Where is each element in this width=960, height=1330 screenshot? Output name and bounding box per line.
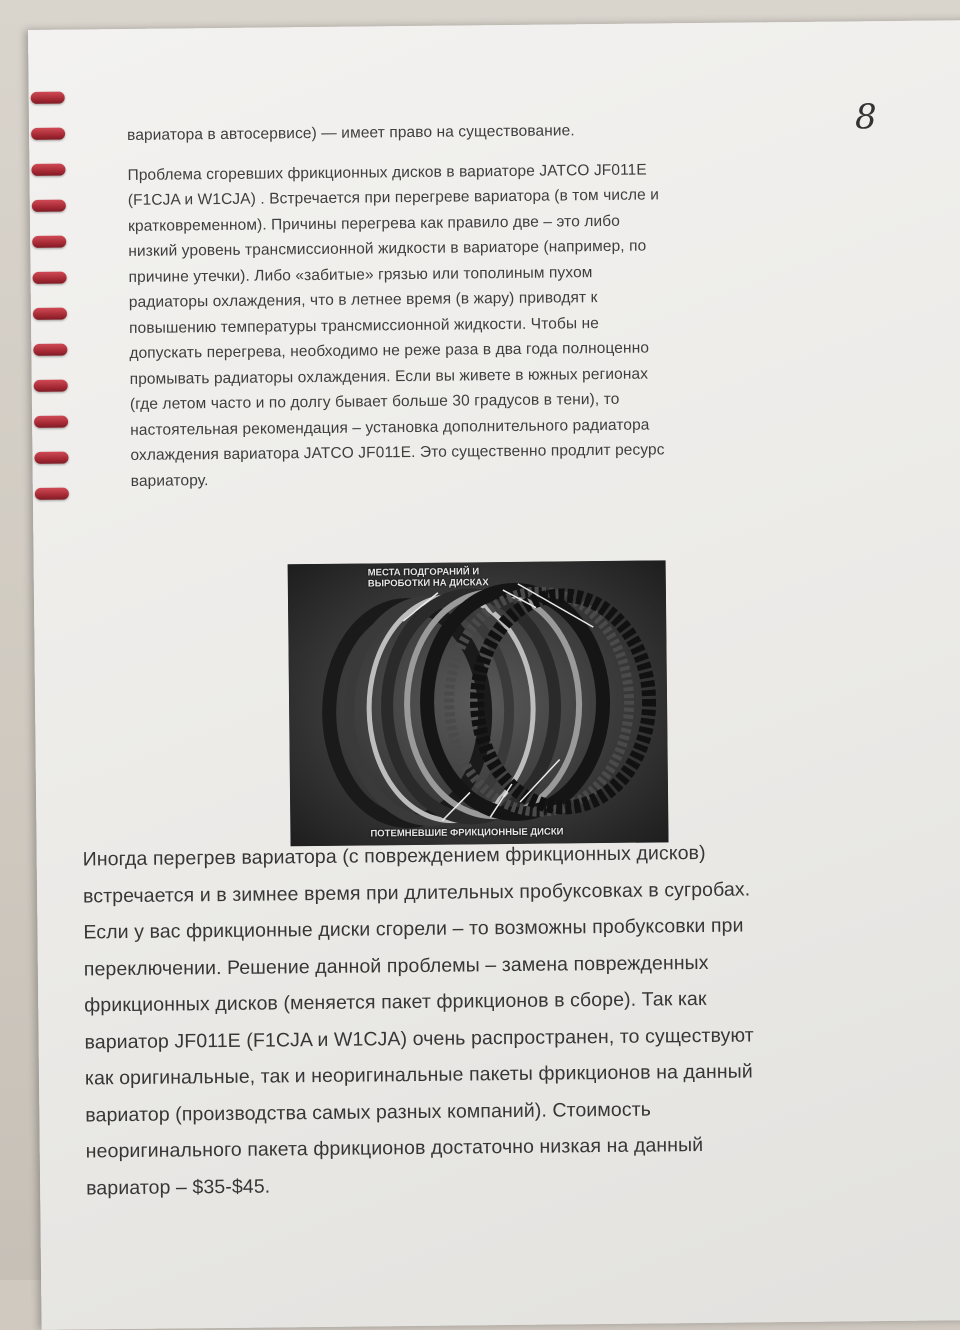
bottom-paragraph <box>83 834 756 1206</box>
text-line: встречается и в зимнее время при длительных пробуксовках в сугробах. <box>82 877 751 907</box>
binding-ring <box>34 452 68 464</box>
text-line: вариатор (производства самых разных компаний). Стоимость <box>85 1098 652 1126</box>
figure-caption-top <box>368 566 489 589</box>
binding-ring <box>33 272 67 284</box>
text-line: причине утечки). Либо «забитые» грязью или тополиным пухом <box>128 263 593 286</box>
clutch-discs-illustration <box>288 560 669 846</box>
text-line: Иногда перегрев вариатора (с повреждением фрикционных дисков) <box>82 841 706 871</box>
binding-ring <box>33 308 67 320</box>
text-line: (F1CJA и W1CJA) . Встречается при перегреве вариатора (в том числе и <box>127 186 660 209</box>
text-line: вариатору. <box>130 471 209 490</box>
clutch-discs-photo <box>288 560 669 846</box>
top-paragraph <box>127 117 665 494</box>
text-line: Если у вас фрикционные диски сгорели – то возможны пробуксовки при <box>83 914 744 944</box>
text-line: вариатор JF011E (F1CJA и W1CJA) очень распространен, то существуют <box>84 1023 754 1053</box>
document-page <box>28 20 960 1330</box>
binding-ring <box>31 164 65 176</box>
text-line: кратковременном). Причины перегрева как правило две – это либо <box>127 212 620 235</box>
binding-ring <box>31 92 65 104</box>
text-line: вариатор – $35-$45. <box>86 1175 271 1199</box>
text-line: переключении. Решение данной проблемы – замена поврежденных <box>83 951 709 980</box>
text-line: охлаждения вариатора JATCO JF011E. Это существенно продлит ресурс <box>130 441 665 464</box>
text-line: настоятельная рекомендация – установка дополнительного радиатора <box>130 416 650 439</box>
text-line: допускать перегрева, необходимо не реже раза в два года полноценно <box>129 339 650 362</box>
text-line: низкий уровень трансмиссионной жидкости в вариаторе (например, по <box>128 237 647 260</box>
figure-caption-bottom: ПОТЕМНЕВШИЕ ФРИКЦИОННЫЕ ДИСКИ <box>370 826 564 840</box>
binding-ring <box>32 236 66 248</box>
binding-ring <box>32 200 66 212</box>
page-number: 8 <box>854 97 877 138</box>
caption-line: МЕСТА ПОДГОРАНИЙ И <box>367 566 480 579</box>
text-line: фрикционных дисков (меняется пакет фрикционов в сборе). Так как <box>84 987 707 1017</box>
text-line: как оригинальные, так и неоригинальные пакеты фрикционов на данный <box>84 1060 753 1090</box>
binding-ring <box>35 488 69 500</box>
text-line: промывать радиаторы охлаждения. Если вы живете в южных регионах <box>129 365 649 388</box>
text-line: повышению температуры трансмиссионной жидкости. Чтобы не <box>129 314 600 337</box>
caption-line: ВЫРОБОТКИ НА ДИСКАХ <box>367 577 489 590</box>
text-line: неоригинального пакета фрикционов достаточно низкая на данный <box>85 1133 704 1163</box>
spiral-binding <box>29 80 76 540</box>
binding-ring <box>34 380 68 392</box>
text-line: радиаторы охлаждения, что в летнее время (в жару) приводят к <box>128 289 598 311</box>
text-line: вариатора в автосервисе) — имеет право на существование. <box>127 122 575 144</box>
text-line: Проблема сгоревших фрикционных дисков в вариаторе JATCO JF011E <box>127 161 647 184</box>
binding-ring <box>33 344 67 356</box>
binding-ring <box>34 416 68 428</box>
text-line: (где летом часто и по долгу бывает больше 30 градусов в тени), то <box>129 390 620 413</box>
binding-ring <box>31 128 65 140</box>
